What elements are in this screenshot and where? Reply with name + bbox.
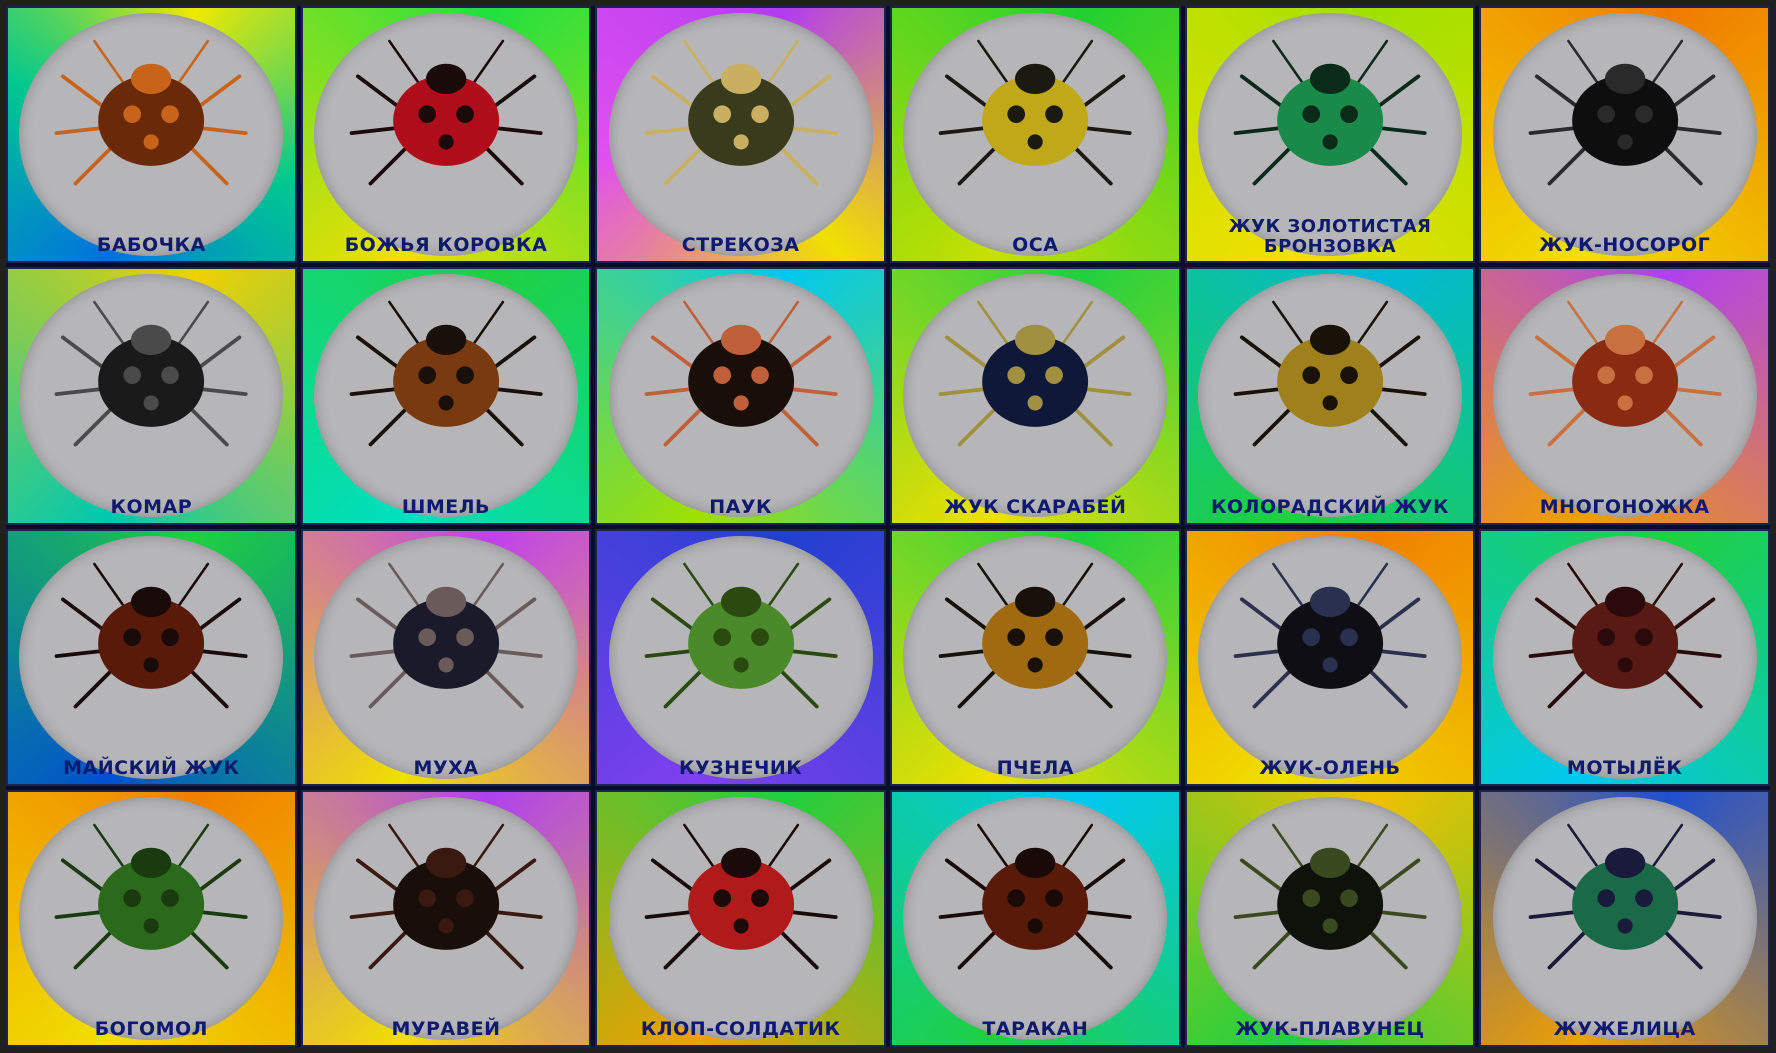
insect-label: МАЙСКИЙ ЖУК xyxy=(63,756,240,779)
scarab-icon xyxy=(909,284,1161,466)
insect-card-9 xyxy=(595,267,886,524)
bumblebee-icon xyxy=(320,284,572,466)
insect-label: ШМЕЛЬ xyxy=(401,495,491,518)
wasp-icon xyxy=(909,23,1161,205)
insect-card-7 xyxy=(6,267,297,524)
insect-card-17 xyxy=(1185,529,1476,786)
insect-card-grid xyxy=(6,6,1770,1047)
insect-label: КОЛОРАДСКИЙ ЖУК xyxy=(1210,495,1449,518)
moth-icon xyxy=(1499,546,1751,728)
insect-label: ПАУК xyxy=(709,495,773,518)
ant-icon xyxy=(320,807,572,989)
mantis-icon xyxy=(25,807,277,989)
insect-label: КУЗНЕЧИК xyxy=(678,756,803,779)
insect-card-5 xyxy=(1185,6,1476,263)
insect-card-23 xyxy=(1185,790,1476,1047)
insect-card-3 xyxy=(595,6,886,263)
fly-icon xyxy=(320,546,572,728)
ladybug-icon xyxy=(320,23,572,205)
insect-card-2 xyxy=(301,6,592,263)
insect-label: ЖУК СКАРАБЕЙ xyxy=(944,495,1127,518)
insect-card-24 xyxy=(1479,790,1770,1047)
insect-card-21 xyxy=(595,790,886,1047)
insect-label: ЖУК ЗОЛОТИСТАЯ БРОНЗОВКА xyxy=(1228,216,1432,258)
insect-label: ЖУЖЕЛИЦА xyxy=(1553,1018,1696,1040)
firebug-icon xyxy=(615,807,867,989)
insect-label: МНОГОНОЖКА xyxy=(1539,495,1710,518)
insect-label: БАБОЧКА xyxy=(96,234,206,257)
insect-label: ПЧЕЛА xyxy=(996,756,1074,779)
butterfly-icon xyxy=(25,23,277,205)
insect-label: ОСА xyxy=(1012,234,1059,257)
spider-icon xyxy=(615,284,867,466)
insect-label: КЛОП-СОЛДАТИК xyxy=(640,1018,841,1040)
stag-beetle-icon xyxy=(1204,546,1456,728)
colorado-beetle-icon xyxy=(1204,284,1456,466)
insect-label: ЖУК-ОЛЕНЬ xyxy=(1259,756,1401,779)
insect-label: КОМАР xyxy=(110,495,193,518)
insect-label: МОТЫЛЁК xyxy=(1566,756,1683,779)
insect-card-11 xyxy=(1185,267,1476,524)
insect-label: СТРЕКОЗА xyxy=(681,234,800,257)
insect-card-14 xyxy=(301,529,592,786)
rose-chafer-icon xyxy=(1204,23,1456,205)
insect-card-19 xyxy=(6,790,297,1047)
bee-icon xyxy=(909,546,1161,728)
diving-beetle-icon xyxy=(1204,807,1456,989)
insect-card-6 xyxy=(1479,6,1770,263)
insect-card-20 xyxy=(301,790,592,1047)
insect-label: БОГОМОЛ xyxy=(94,1018,208,1040)
ground-beetle-icon xyxy=(1499,807,1751,989)
rhinoceros-beetle-icon xyxy=(1499,23,1751,205)
insect-card-10 xyxy=(890,267,1181,524)
insect-label: БОЖЬЯ КОРОВКА xyxy=(344,234,548,257)
insect-label: МУРАВЕЙ xyxy=(391,1018,501,1040)
insect-label: ЖУК-ПЛАВУНЕЦ xyxy=(1235,1018,1425,1040)
insect-card-4 xyxy=(890,6,1181,263)
dragonfly-icon xyxy=(615,23,867,205)
insect-card-15 xyxy=(595,529,886,786)
insect-card-1 xyxy=(6,6,297,263)
insect-card-22 xyxy=(890,790,1181,1047)
mosquito-icon xyxy=(25,284,277,466)
grasshopper-icon xyxy=(615,546,867,728)
cockroach-icon xyxy=(909,807,1161,989)
insect-label: ЖУК-НОСОРОГ xyxy=(1539,234,1711,257)
insect-card-16 xyxy=(890,529,1181,786)
insect-card-13 xyxy=(6,529,297,786)
insect-card-18 xyxy=(1479,529,1770,786)
insect-label: МУХА xyxy=(413,756,479,779)
cockchafer-icon xyxy=(25,546,277,728)
insect-card-12 xyxy=(1479,267,1770,524)
centipede-icon xyxy=(1499,284,1751,466)
insect-label: ТАРАКАН xyxy=(982,1018,1089,1040)
insect-card-8 xyxy=(301,267,592,524)
